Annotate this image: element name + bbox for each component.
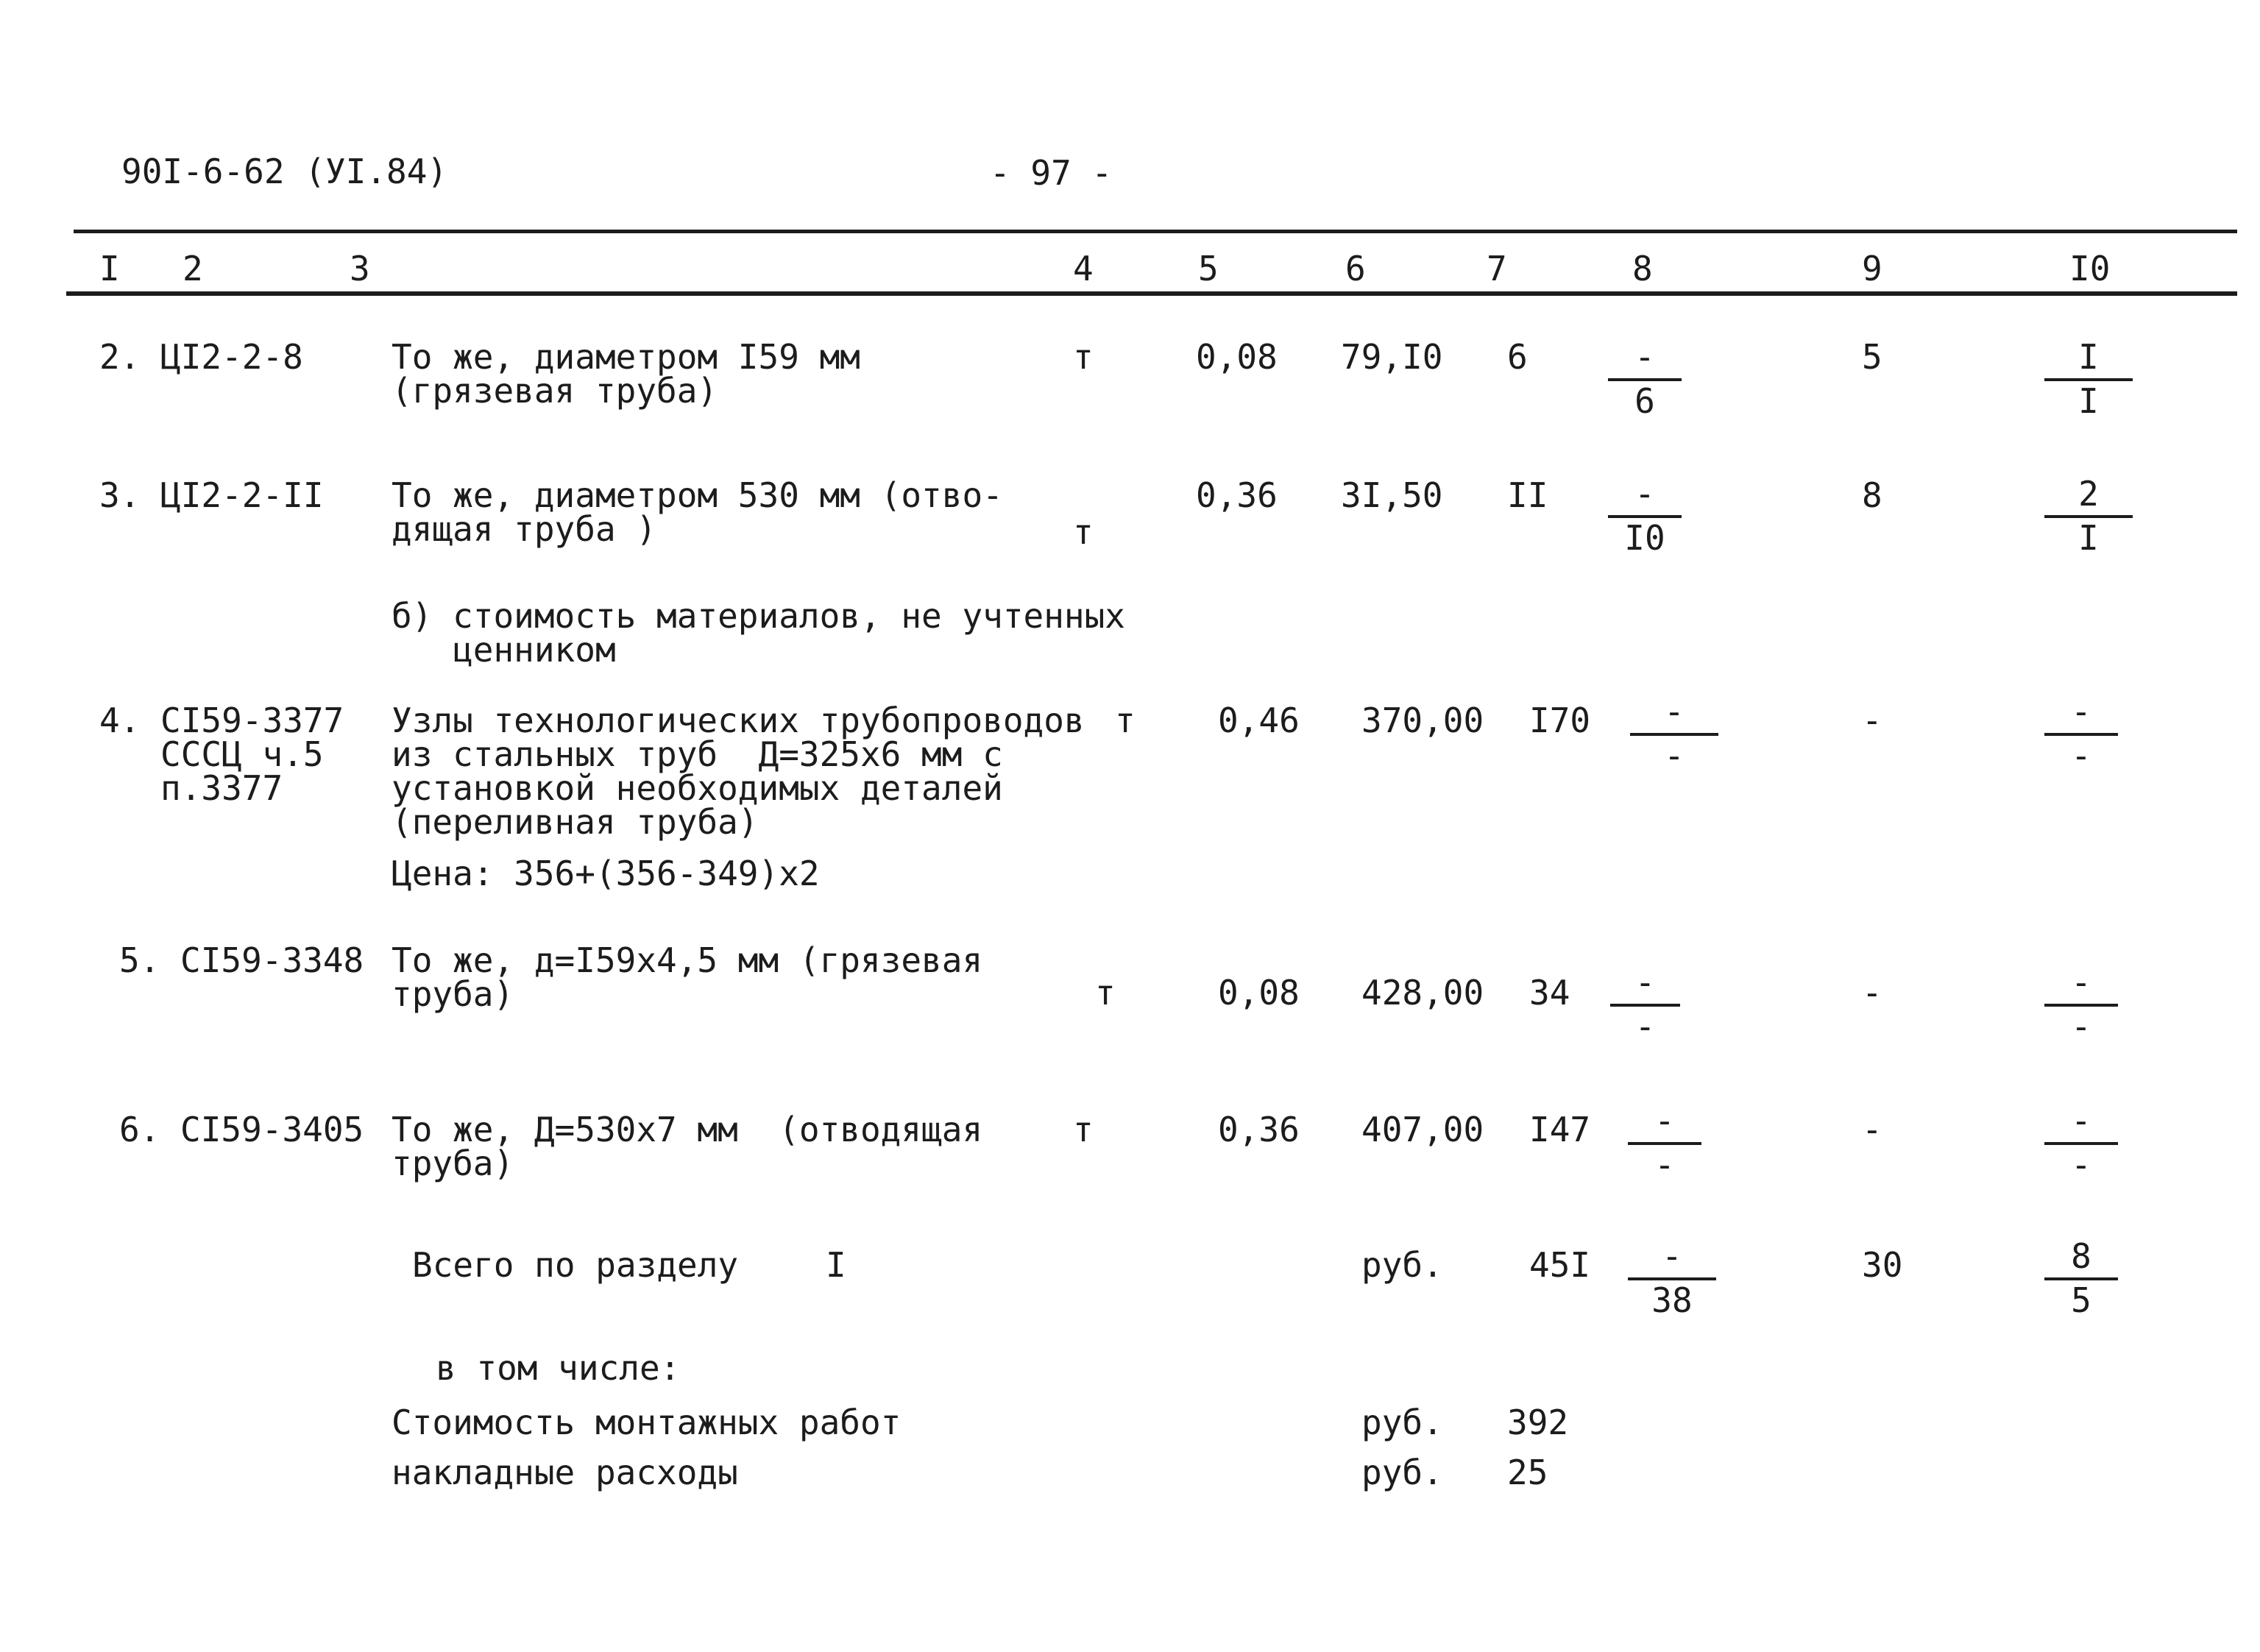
column-header-4: 4 bbox=[1073, 249, 1094, 288]
breakdown-unit: руб. bbox=[1361, 1453, 1443, 1492]
row-quantity: 0,36 bbox=[1218, 1110, 1300, 1149]
row-col8-fraction bbox=[1608, 474, 1682, 558]
totals-col10-fraction bbox=[2044, 1236, 2118, 1320]
fraction-denominator: - bbox=[2071, 1145, 2091, 1185]
row-col9: 8 bbox=[1862, 475, 1882, 515]
row-price: 79,I0 bbox=[1341, 337, 1443, 377]
row-unit: т bbox=[1115, 701, 1136, 740]
fraction-denominator: I0 bbox=[1624, 518, 1665, 558]
fraction-denominator: 6 bbox=[1634, 381, 1655, 421]
row-col9: - bbox=[1862, 973, 1882, 1013]
row-total: 34 bbox=[1529, 973, 1570, 1013]
page-number: - 97 - bbox=[990, 153, 1113, 193]
totals-col9: 30 bbox=[1862, 1245, 1903, 1285]
row-quantity: 0,46 bbox=[1218, 701, 1300, 740]
row-description: То же, диаметром 530 мм (отво- дящая труба ) bbox=[392, 475, 1003, 549]
row-number: 3. bbox=[99, 475, 141, 515]
column-header-9: 9 bbox=[1862, 249, 1882, 288]
row-col10-fraction bbox=[2044, 337, 2133, 421]
row-unit: т bbox=[1073, 1110, 1094, 1149]
row-description: То же, Д=530х7 мм (отводящая труба) bbox=[392, 1110, 983, 1183]
section-heading: б) стоимость материалов, не учтенных ценником bbox=[392, 596, 1125, 670]
row-unit: т bbox=[1073, 337, 1094, 377]
column-header-8: 8 bbox=[1632, 249, 1653, 288]
row-code: CI59-3348 bbox=[180, 940, 364, 980]
document-code: 90I-6-62 (УI.84) bbox=[121, 152, 448, 191]
row-col10-fraction bbox=[2044, 474, 2133, 558]
row-quantity: 0,08 bbox=[1196, 337, 1278, 377]
row-col10-fraction bbox=[2044, 965, 2118, 1046]
row-quantity: 0,08 bbox=[1218, 973, 1300, 1013]
row-unit: т bbox=[1095, 973, 1116, 1013]
column-header-1: I bbox=[99, 249, 120, 288]
column-header-5: 5 bbox=[1198, 249, 1219, 288]
row-number: 6. bbox=[119, 1110, 160, 1149]
fraction-denominator: - bbox=[2071, 736, 2091, 776]
fraction-numerator: - bbox=[1664, 692, 1685, 731]
row-total: II bbox=[1507, 475, 1548, 515]
column-header-3: 3 bbox=[350, 249, 370, 288]
row-quantity: 0,36 bbox=[1196, 475, 1278, 515]
breakdown-label: Стоимость монтажных работ bbox=[392, 1403, 901, 1442]
totals-col8-fraction bbox=[1628, 1236, 1716, 1320]
fraction-denominator: - bbox=[1664, 736, 1685, 776]
fraction-numerator: I bbox=[2078, 337, 2099, 377]
fraction-numerator: - bbox=[1654, 1101, 1675, 1141]
row-col8-fraction bbox=[1610, 965, 1680, 1046]
column-header-7: 7 bbox=[1487, 249, 1507, 288]
breakdown-unit: руб. bbox=[1361, 1403, 1443, 1442]
row-total: I70 bbox=[1529, 701, 1591, 740]
breakdown-value: 25 bbox=[1507, 1453, 1548, 1492]
row-code: ЦI2-2-II bbox=[160, 475, 324, 515]
row-number: 4. bbox=[99, 701, 141, 740]
fraction-numerator: - bbox=[2071, 963, 2091, 1002]
row-description: То же, д=I59х4,5 мм (грязевая труба) bbox=[392, 940, 983, 1014]
row-col10-fraction bbox=[2044, 1101, 2118, 1185]
fraction-numerator: 2 bbox=[2078, 474, 2099, 514]
row-col9: - bbox=[1862, 1110, 1882, 1149]
column-header-6: 6 bbox=[1345, 249, 1366, 288]
breakdown-value: 392 bbox=[1507, 1403, 1569, 1442]
row-col8-fraction bbox=[1628, 1101, 1701, 1185]
totals-label: Всего по разделу bbox=[412, 1245, 739, 1285]
totals-total: 45I bbox=[1529, 1245, 1591, 1285]
fraction-denominator: 38 bbox=[1651, 1280, 1693, 1320]
row-number: 5. bbox=[119, 940, 160, 980]
row-col9: 5 bbox=[1862, 337, 1882, 377]
fraction-numerator: - bbox=[2071, 692, 2091, 731]
column-header-2: 2 bbox=[183, 249, 203, 288]
breakdown-label: накладные расходы bbox=[392, 1453, 738, 1492]
fraction-denominator: 5 bbox=[2071, 1280, 2091, 1320]
fraction-numerator: - bbox=[1634, 474, 1655, 514]
row-col8-fraction bbox=[1630, 692, 1718, 776]
row-total: 6 bbox=[1507, 337, 1528, 377]
row-unit: т bbox=[1073, 512, 1094, 552]
row-description: Узлы технологических трубопроводов из стальных труб Д=325х6 мм с установкой необходимых деталей (переливная труба) bbox=[392, 701, 1085, 842]
row-price: 407,00 bbox=[1361, 1110, 1484, 1149]
row-price: 370,00 bbox=[1361, 701, 1484, 740]
column-header-10: I0 bbox=[2069, 249, 2111, 288]
totals-section: I bbox=[826, 1245, 846, 1285]
price-formula-note: Цена: 356+(356-349)х2 bbox=[392, 854, 820, 893]
row-code: ЦI2-2-8 bbox=[160, 337, 303, 377]
fraction-denominator: - bbox=[2071, 1007, 2091, 1046]
fraction-denominator: - bbox=[1654, 1145, 1675, 1185]
table-header-rule bbox=[66, 291, 2237, 296]
fraction-denominator: I bbox=[2078, 381, 2099, 421]
row-col8-fraction bbox=[1608, 337, 1682, 421]
row-total: I47 bbox=[1529, 1110, 1591, 1149]
row-code: CI59-3405 bbox=[180, 1110, 364, 1149]
row-col10-fraction bbox=[2044, 692, 2118, 776]
fraction-numerator: - bbox=[1634, 337, 1655, 377]
fraction-numerator: 8 bbox=[2071, 1236, 2091, 1276]
row-price: 3I,50 bbox=[1341, 475, 1443, 515]
fraction-numerator: - bbox=[1662, 1236, 1682, 1276]
fraction-denominator: I bbox=[2078, 518, 2099, 558]
row-number: 2. bbox=[99, 337, 141, 377]
fraction-numerator: - bbox=[2071, 1101, 2091, 1141]
totals-unit: руб. bbox=[1361, 1245, 1443, 1285]
row-col9: - bbox=[1862, 701, 1882, 740]
table-top-rule bbox=[74, 230, 2237, 233]
row-code: CI59-3377 СССЦ ч.5 п.3377 bbox=[160, 701, 344, 808]
row-description: То же, диаметром I59 мм (грязевая труба) bbox=[392, 337, 860, 411]
row-price: 428,00 bbox=[1361, 973, 1484, 1013]
including-label: в том числе: bbox=[436, 1348, 681, 1388]
fraction-numerator: - bbox=[1634, 963, 1656, 1002]
fraction-denominator: - bbox=[1634, 1007, 1656, 1046]
